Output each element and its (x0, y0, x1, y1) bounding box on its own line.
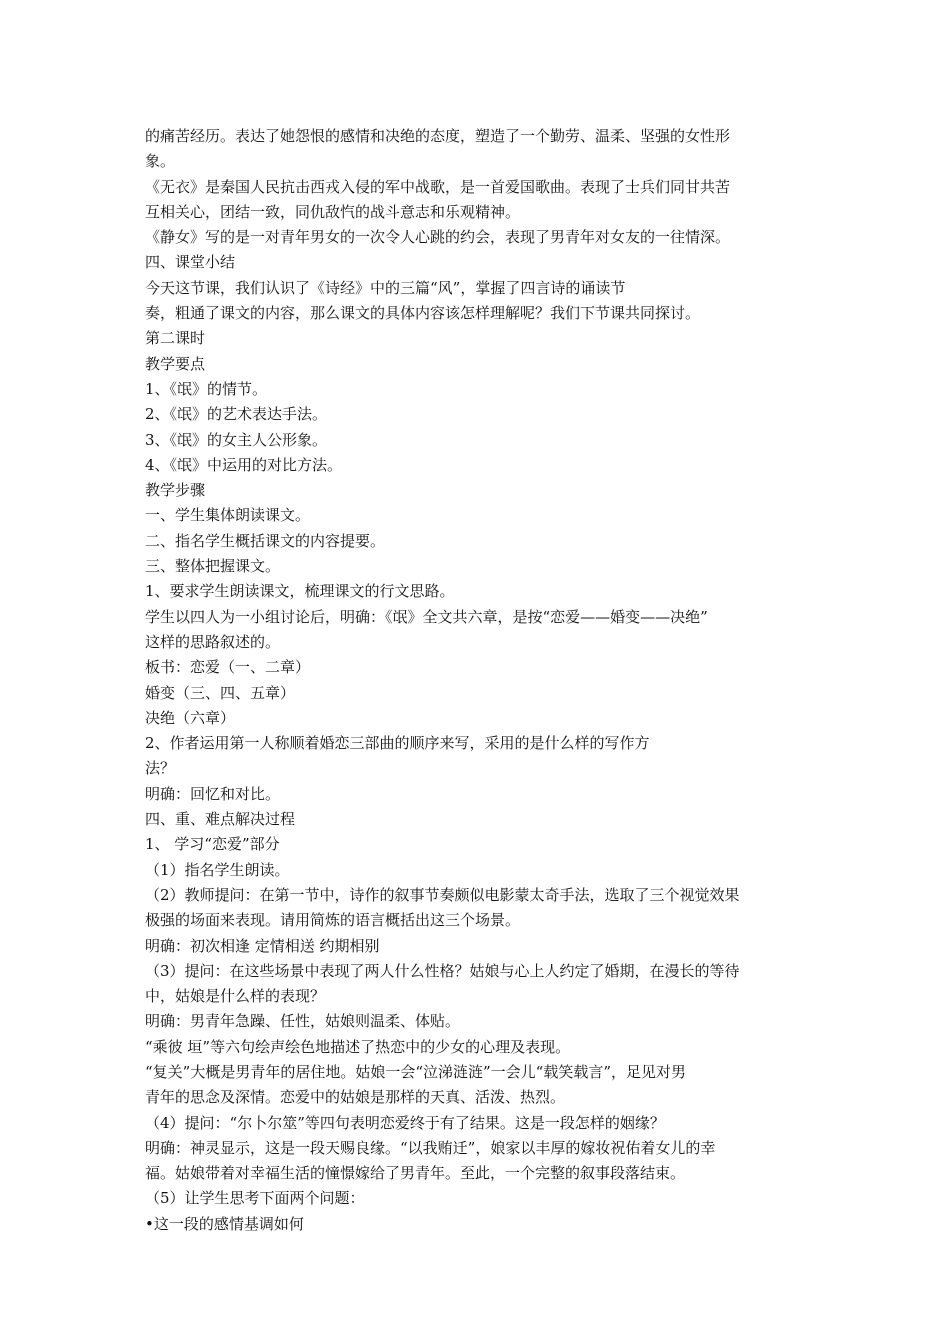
text-line: 《无衣》是秦国人民抗击西戎入侵的军中战歌，是一首爱国歌曲。表现了士兵们同甘共苦 (145, 177, 731, 196)
section-heading: 教学步骤 (145, 481, 206, 500)
text-line: 《静女》写的是一对青年男女的一次令人心跳的约会，表现了男青年对女友的一往情深。 (145, 228, 731, 247)
text-line: 福。姑娘带着对幸福生活的憧憬嫁给了男青年。至此，一个完整的叙事段落结束。 (145, 1164, 686, 1183)
section-heading: 第二课时 (145, 329, 206, 348)
text-line: 中，姑娘是什么样的表现？ (145, 987, 326, 1006)
text-line: 决绝（六章） (145, 708, 236, 727)
text-line: 明确：初次相逢 定情相送 约期相别 (145, 936, 380, 955)
text-line: 法？ (145, 759, 176, 778)
bullet-item: •这一段的感情基调如何 (145, 1214, 304, 1233)
list-item: 一、学生集体朗读课文。 (145, 506, 311, 525)
text-line: 明确：神灵显示，这是一段天赐良缘。“以我贿迁”，娘家以丰厚的嫁妆祝佑着女儿的幸 (145, 1138, 716, 1157)
list-item: （3）提问：在这些场景中表现了两人什么性格？姑娘与心上人约定了婚期，在漫长的等待 (145, 961, 740, 980)
text-line: 学生以四人为一小组讨论后，明确：《氓》全文共六章，是按“恋爱——婚变——决绝” (145, 607, 708, 626)
list-item: （1）指名学生朗读。 (145, 860, 290, 879)
text-line: 的痛苦经历。表达了她怨恨的感情和决绝的态度，塑造了一个勤劳、温柔、坚强的女性形 (145, 127, 731, 145)
list-item: 2、《氓》的艺术表达手法。 (145, 405, 328, 424)
text-line: 明确：回忆和对比。 (145, 784, 281, 803)
list-item: 三、整体把握课文。 (145, 557, 281, 576)
list-item: （4）提问：“尔卜尔筮”等四句表明恋爱终于有了结果。这是一段怎样的姻缘？ (145, 1113, 665, 1132)
text-line: 青年的思念及深情。恋爱中的姑娘是那样的天真、活泼、热烈。 (145, 1088, 566, 1107)
list-item: （2）教师提问：在第一节中，诗作的叙事节奏颇似电影蒙太奇手法，选取了三个视觉效果 (145, 885, 740, 904)
list-item: 1、要求学生朗读课文，梳理课文的行文思路。 (145, 582, 455, 601)
list-item: 1、 学习“恋爱”部分 (145, 835, 280, 854)
list-item: 二、指名学生概括课文的内容提要。 (145, 531, 386, 550)
text-line: 明确：男青年急躁、任性，姑娘则温柔、体贴。 (145, 1012, 461, 1031)
section-heading: 四、课堂小结 (145, 253, 236, 272)
text-line: 婚变（三、四、五章） (145, 683, 296, 702)
text-line: 象。 (145, 152, 176, 171)
list-item: （5）让学生思考下面两个问题： (145, 1189, 365, 1208)
text-line: 今天这节课，我们认识了《诗经》中的三篇“风”，掌握了四言诗的诵读节 (145, 278, 626, 297)
text-line: “复关”大概是男青年的居住地。姑娘一会“泣涕涟涟”一会儿“载笑载言”，足见对男 (145, 1062, 687, 1081)
text-line: 这样的思路叙述的。 (145, 632, 281, 651)
list-item: 2、作者运用第一人称顺着婚恋三部曲的顺序来写，采用的是什么样的写作方 (145, 734, 650, 753)
text-line: “乘彼 垣”等六句绘声绘色地描述了热恋中的少女的心理及表现。 (145, 1037, 571, 1056)
document-body (145, 124, 815, 1237)
text-line: 极强的场面来表现。请用简炼的语言概括出这三个场景。 (145, 911, 521, 930)
text-line: 互相关心，团结一致，同仇敌忾的战斗意志和乐观精神。 (145, 202, 521, 221)
list-item: 4、《氓》中运用的对比方法。 (145, 455, 343, 474)
section-heading: 四、重、难点解决过程 (145, 810, 296, 829)
list-item: 1、《氓》的情节。 (145, 379, 268, 398)
text-line: 奏，粗通了课文的内容，那么课文的具体内容该怎样理解呢？我们下节课共同探讨。 (145, 304, 701, 323)
text-line: 板书：恋爱（一、二章） (145, 658, 311, 677)
list-item: 3、《氓》的女主人公形象。 (145, 430, 328, 449)
section-heading: 教学要点 (145, 354, 206, 373)
